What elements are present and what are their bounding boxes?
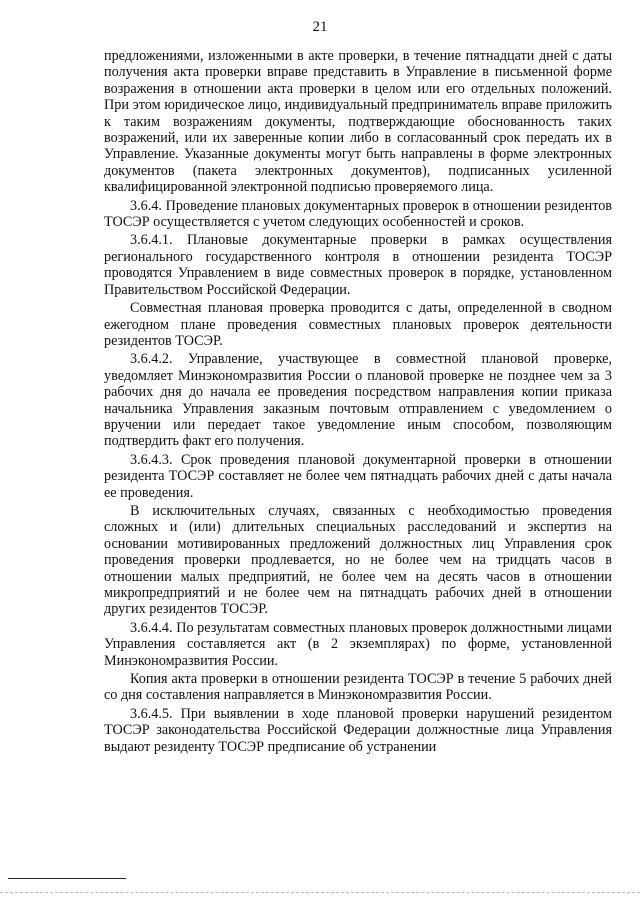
paragraph-exceptional-cases: В исключительных случаях, связанных с необходимостью проведения сложных и (или) длительных специальных расследований и экспертиз на основании мотивированных предложений должностных лиц Управления срок проведения проверки продлевается, но не более чем на тридцать часов в отношении малых предприятий, не более чем на десять часов в отношении микропредприятий и не более чем на пятнадцать рабочих дней в отношении других резидентов ТОСЭР. <box>104 502 612 618</box>
paragraph-act-copy: Копия акта проверки в отношении резидента ТОСЭР в течение 5 рабочих дней со дня составления направляется в Минэкономразвития России. <box>104 671 612 704</box>
paragraph-joint-inspection: Совместная плановая проверка проводится с даты, определенной в сводном ежегодном плане проведения совместных плановых проверок деятельности резидентов ТОСЭР. <box>104 300 612 349</box>
paragraph-3-6-4-3: 3.6.4.3. Срок проведения плановой документарной проверки в отношении резидента ТОСЭР составляет не более чем пятнадцать рабочих дней с даты начала ее проведения. <box>104 451 612 501</box>
paragraph-3-6-4-4: 3.6.4.4. По результатам совместных плановых проверок должностными лицами Управления составляется акт (в 2 экземплярах) по форме, установленной Минэкономразвития России. <box>104 619 612 669</box>
footnote-divider <box>8 878 126 879</box>
page-bottom-edge <box>0 892 640 893</box>
paragraph-3-6-4-5: 3.6.4.5. При выявлении в ходе плановой проверки нарушений резидентом ТОСЭР законодательства Российской Федерации должностные лица Управления выдают резиденту ТОСЭР предписание об устранении <box>104 705 612 755</box>
page-number: 21 <box>312 19 328 35</box>
paragraph-continuation: предложениями, изложенными в акте проверки, в течение пятнадцати дней с даты получения акта проверки вправе представить в Управление в письменной форме возражения в отношении акта проверки в целом или его отдельных положений. При этом юридическое лицо, индивидуальный предприниматель вправе приложить к таким возражениям документы, подтверждающие обоснованность таких возражений, или их заверенные копии либо в согласованный срок передать их в Управление. Указанные документы могут быть направлены в форме электронных документов (пакета электронных документов), подписанных усиленной квалифицированной электронной подписью проверяемого лица. <box>104 48 612 196</box>
document-body <box>104 48 612 757</box>
paragraph-3-6-4-1: 3.6.4.1. Плановые документарные проверки в рамках осуществления регионального государственного контроля в отношении резидента ТОСЭР проводятся Управлением в виде совместных проверок в порядке, установленном Правительством Российской Федерации. <box>104 232 612 298</box>
paragraph-3-6-4: 3.6.4. Проведение плановых документарных проверок в отношении резидентов ТОСЭР осуществляется с учетом следующих особенностей и сроков. <box>104 197 612 231</box>
paragraph-3-6-4-2: 3.6.4.2. Управление, участвующее в совместной плановой проверке, уведомляет Минэкономразвития России о плановой проверке не позднее чем за 3 рабочих дня до начала ее проведения посредством направления копии приказа начальника Управления заказным почтовым отправлением с уведомлением о вручении или передает такое уведомление иным способом, позволяющим подтвердить факт его получения. <box>104 351 612 450</box>
